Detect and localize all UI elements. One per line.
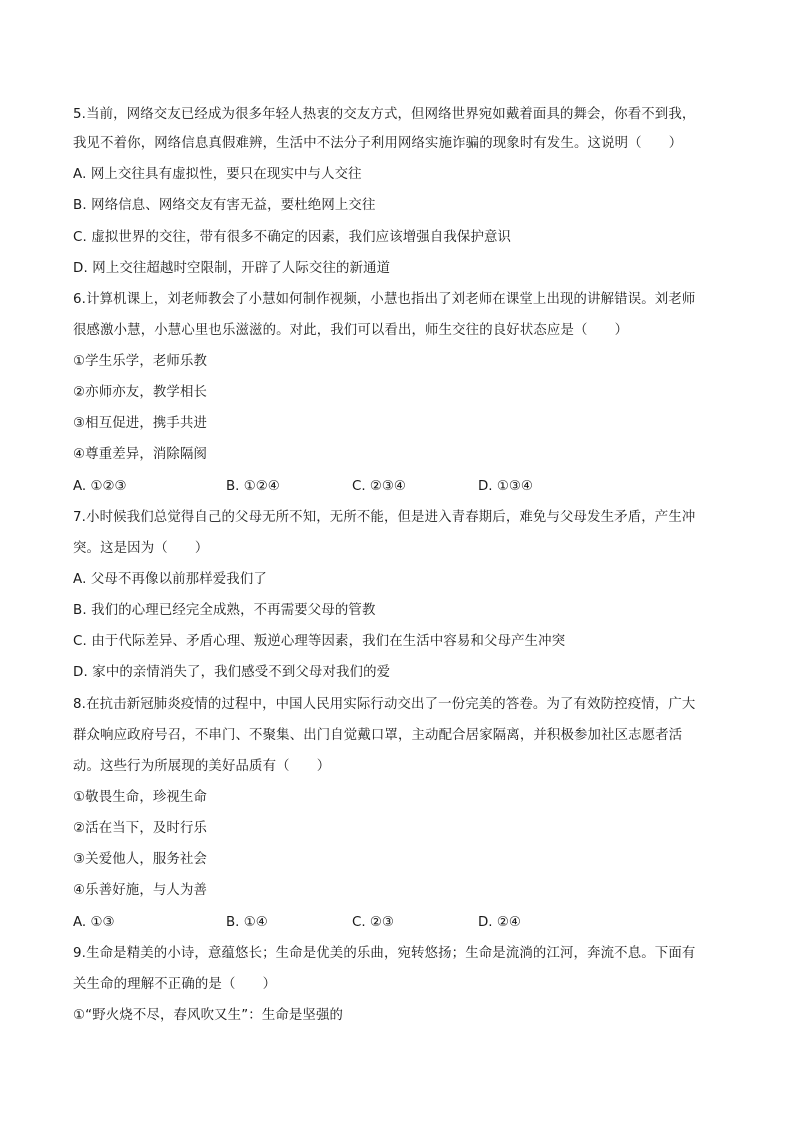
q8-option-a: A. ①③ <box>73 915 115 930</box>
q7-option-a: A. 父母不再像以前那样爱我们了 <box>73 572 267 587</box>
q7-option-b: B. 我们的心理已经完全成熟，不再需要父母的管教 <box>73 603 376 618</box>
q6-option-a: A. ①②③ <box>73 479 127 494</box>
q6-item-2: ②亦师亦友，教学相长 <box>73 385 208 400</box>
q8-option-b: B. ①④ <box>226 915 268 930</box>
q5-stem-line1: 5.当前，网络交友已经成为很多年轻人热衷的交友方式，但网络世界宛如戴着面具的舞会，你看不到我， <box>73 107 696 122</box>
q7-stem-line2: 突。这是因为（ ） <box>73 541 209 556</box>
q8-stem-line2: 群众响应政府号召，不串门、不聚集、出门自觉戴口罩，主动配合居家隔离，并积极参加社区志愿者活 <box>73 728 683 743</box>
q6-option-c: C. ②③④ <box>352 479 406 494</box>
q8-item-2: ②活在当下，及时行乐 <box>73 821 208 836</box>
q9-stem-line1: 9.生命是精美的小诗，意蕴悠长；生命是优美的乐曲，宛转悠扬；生命是流淌的江河，奔流不息。下面有 <box>73 946 696 961</box>
q5-stem-line2: 我见不着你，网络信息真假难辨，生活中不法分子利用网络实施诈骗的现象时有发生。这说明（ ） <box>73 136 683 151</box>
q6-item-4: ④尊重差异，消除隔阂 <box>73 447 208 462</box>
q5-option-b: B. 网络信息、网络交友有害无益，要杜绝网上交往 <box>73 198 376 213</box>
q6-stem-line2: 很感激小慧，小慧心里也乐滋滋的。对此，我们可以看出，师生交往的良好状态应是（ ） <box>73 323 629 338</box>
q8-option-c: C. ②③ <box>352 915 394 930</box>
q8-stem-line3: 动。这些行为所展现的美好品质有（ ） <box>73 759 331 774</box>
q6-option-d: D. ①③④ <box>478 479 533 494</box>
q8-option-d: D. ②④ <box>478 915 521 930</box>
q8-item-4: ④乐善好施，与人为善 <box>73 883 208 898</box>
q6-option-b: B. ①②④ <box>226 479 280 494</box>
q8-stem-line1: 8.在抗击新冠肺炎疫情的过程中，中国人民用实际行动交出了一份完美的答卷。为了有效防控疫情，广大 <box>73 697 696 712</box>
q5-option-c: C. 虚拟世界的交往，带有很多不确定的因素，我们应该增强自我保护意识 <box>73 230 512 245</box>
q7-option-d: D. 家中的亲情消失了，我们感受不到父母对我们的爱 <box>73 665 391 680</box>
q8-item-1: ①敬畏生命，珍视生命 <box>73 790 208 805</box>
q6-stem-line1: 6.计算机课上，刘老师教会了小慧如何制作视频，小慧也指出了刘老师在课堂上出现的讲解错误。刘老师 <box>73 292 696 307</box>
q5-option-a: A. 网上交往具有虚拟性，要只在现实中与人交往 <box>73 167 362 182</box>
q8-item-3: ③关爱他人，服务社会 <box>73 852 208 867</box>
q6-item-3: ③相互促进，携手共进 <box>73 416 208 431</box>
q7-option-c: C. 由于代际差异、矛盾心理、叛逆心理等因素，我们在生活中容易和父母产生冲突 <box>73 634 566 649</box>
q5-option-d: D. 网上交往超越时空限制，开辟了人际交往的新通道 <box>73 261 391 276</box>
q9-item-1: ①“野火烧不尽，春风吹又生”：生命是坚强的 <box>73 1008 344 1023</box>
q9-stem-line2: 关生命的理解不正确的是（ ） <box>73 977 277 992</box>
q7-stem-line1: 7.小时候我们总觉得自己的父母无所不知，无所不能，但是进入青春期后，难免与父母发生矛盾，产生冲 <box>73 510 696 525</box>
q6-item-1: ①学生乐学，老师乐教 <box>73 354 208 369</box>
